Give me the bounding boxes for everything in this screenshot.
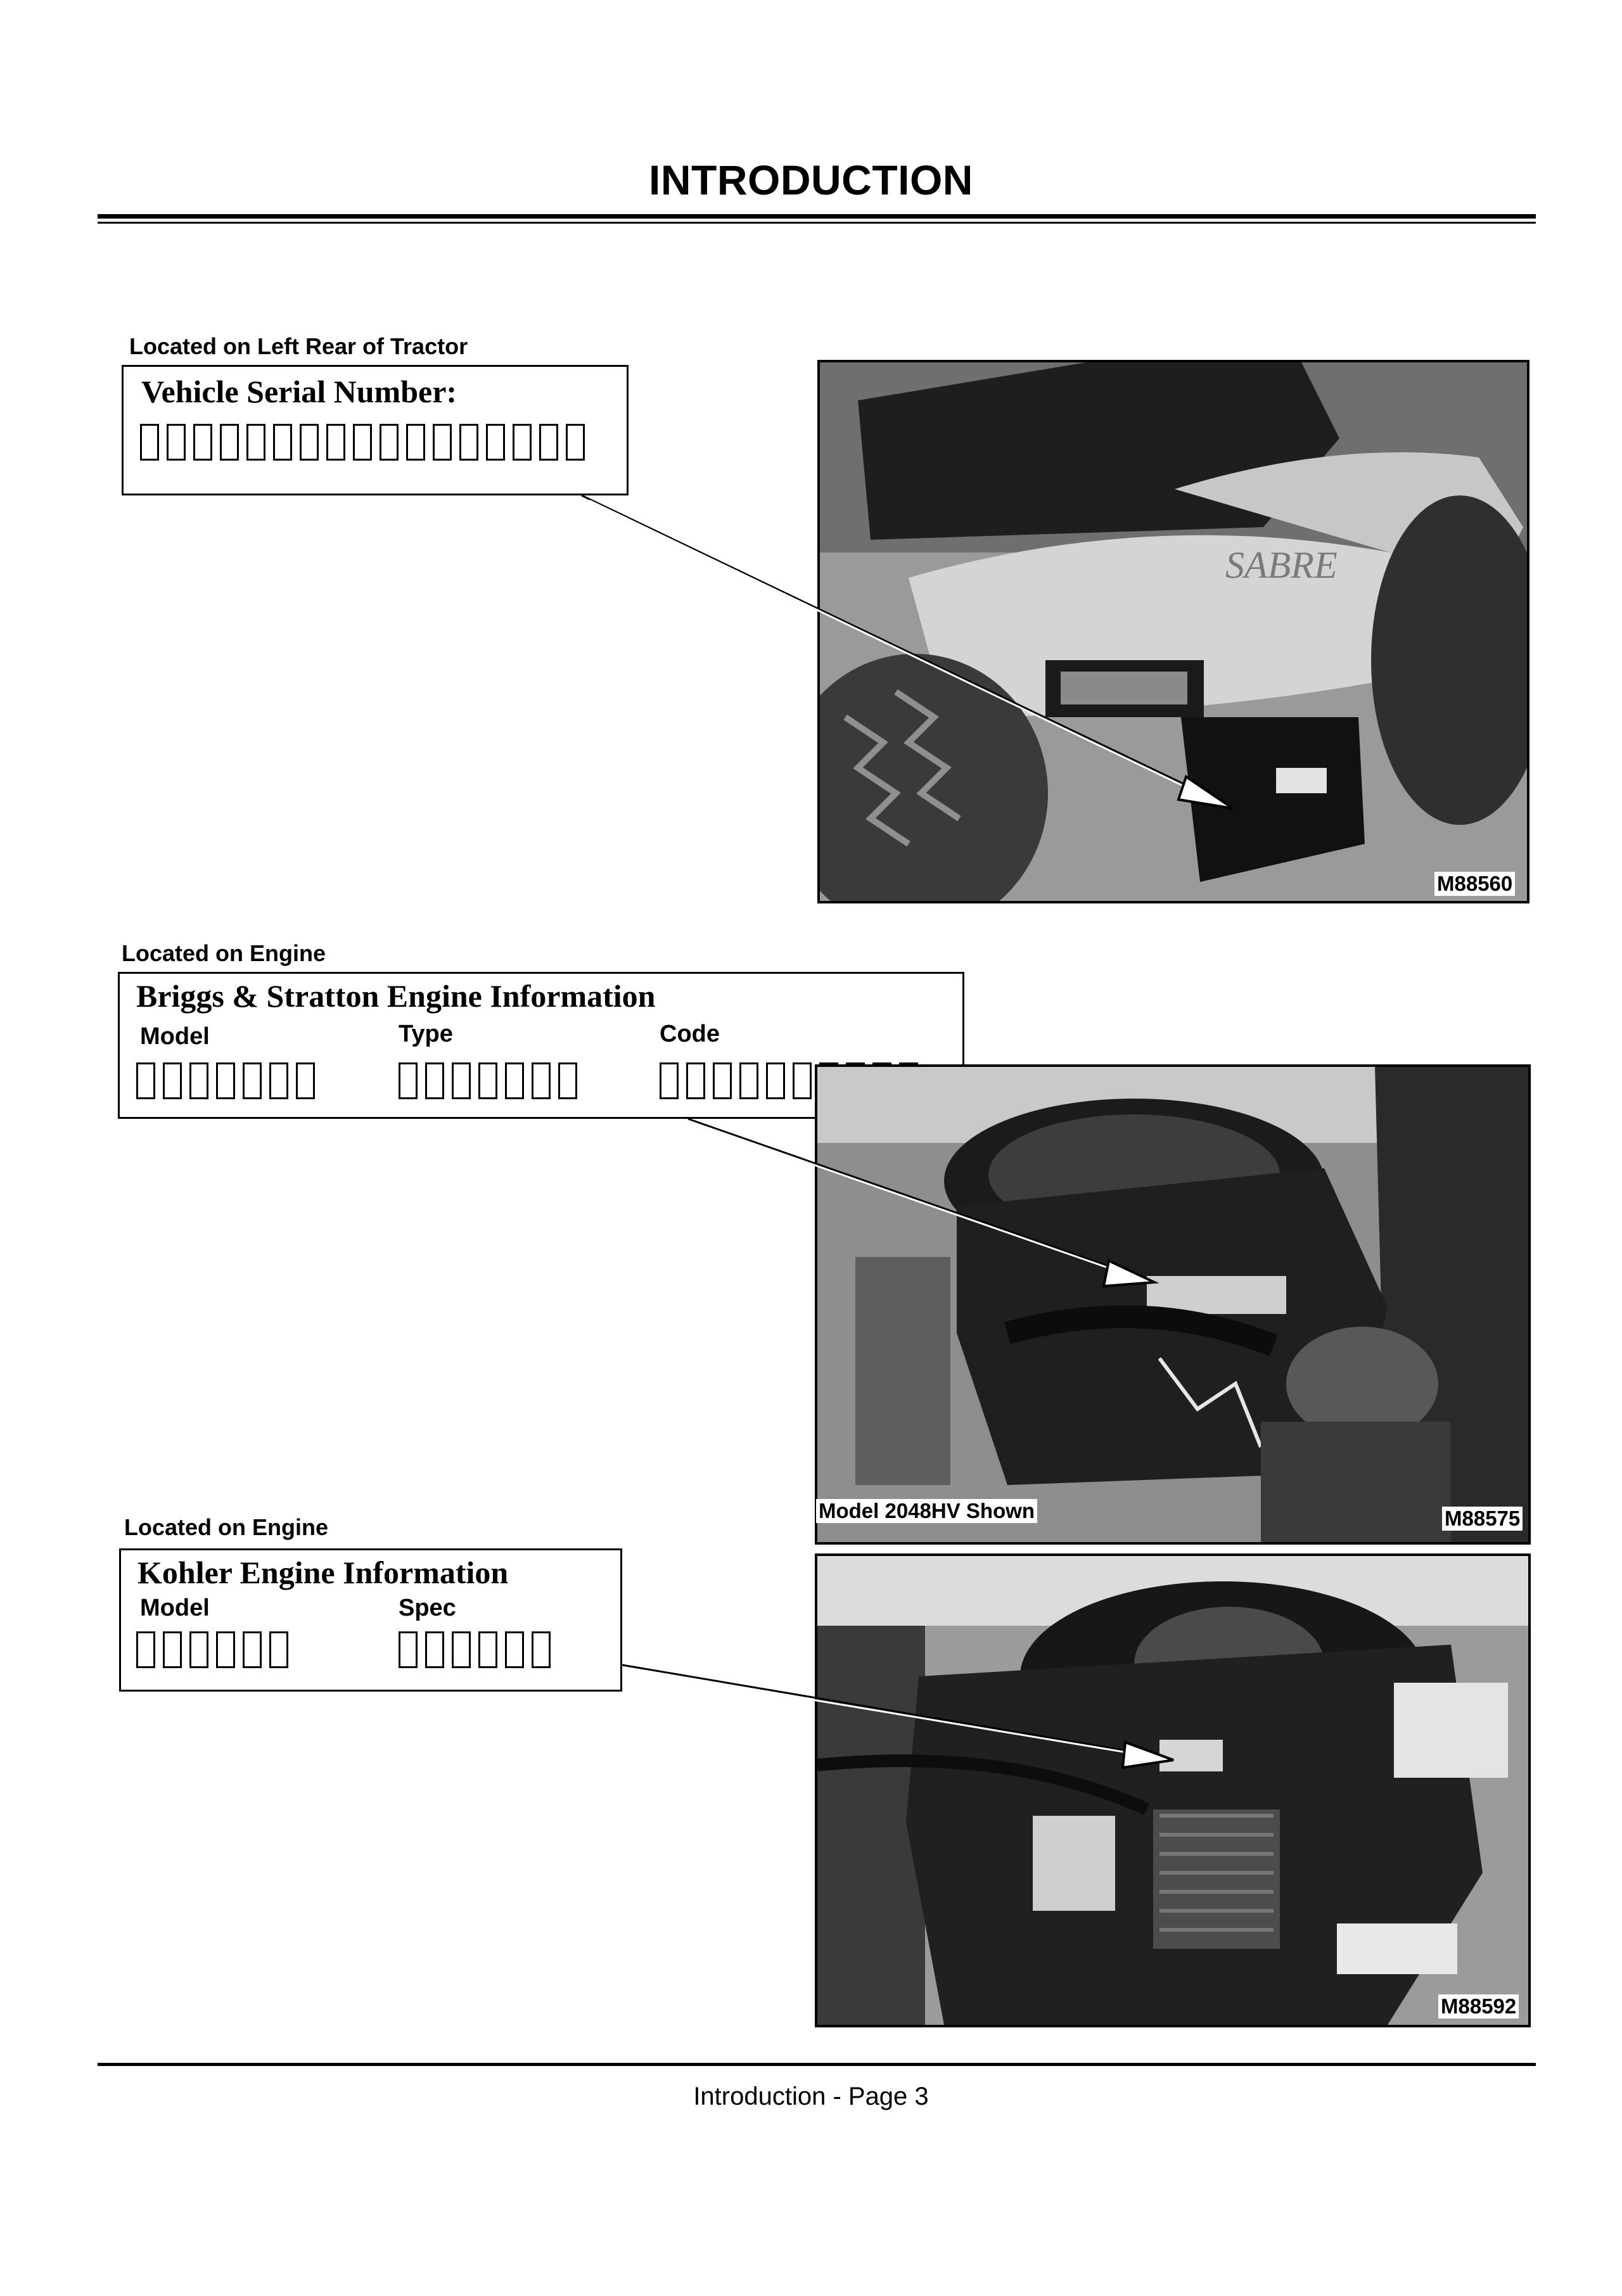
kohler-engine-info-title: Kohler Engine Information — [137, 1555, 509, 1590]
entry-cell — [558, 1062, 577, 1099]
entry-cell — [532, 1062, 551, 1099]
vehicle-figure-id: M88560 — [1434, 872, 1515, 896]
kohler-figure-id: M88592 — [1438, 1994, 1519, 2019]
entry-cell — [189, 1062, 208, 1099]
briggs-type-label: Type — [399, 1021, 453, 1047]
entry-cell — [273, 424, 292, 461]
vehicle-serial-box — [122, 365, 629, 495]
entry-cell — [513, 424, 532, 461]
entry-cell — [452, 1631, 471, 1668]
page-title: INTRODUCTION — [649, 156, 973, 203]
entry-cell — [326, 424, 345, 461]
briggs-engine-photo — [815, 1064, 1531, 1545]
entry-cell — [686, 1062, 705, 1099]
briggs-engine-info-title: Briggs & Stratton Engine Information — [136, 978, 656, 1014]
entry-cell — [269, 1062, 288, 1099]
kohler-engine-info-box — [119, 1548, 622, 1692]
entry-cell — [660, 1062, 679, 1099]
briggs-model-cells — [136, 1062, 322, 1099]
entry-cell — [300, 424, 319, 461]
entry-cell — [193, 424, 212, 461]
entry-cell — [136, 1631, 155, 1668]
entry-cell — [406, 424, 425, 461]
entry-cell — [425, 1062, 444, 1099]
entry-cell — [505, 1062, 524, 1099]
entry-cell — [739, 1062, 758, 1099]
entry-cell — [452, 1062, 471, 1099]
entry-cell — [532, 1631, 551, 1668]
entry-cell — [163, 1631, 182, 1668]
entry-cell — [167, 424, 186, 461]
entry-cell — [140, 424, 159, 461]
entry-cell — [505, 1631, 524, 1668]
kohler-location-caption: Located on Engine — [124, 1514, 329, 1540]
vehicle-serial-title: Vehicle Serial Number: — [141, 374, 457, 409]
header-rule-thick — [98, 214, 1536, 219]
entry-cell — [486, 424, 505, 461]
kohler-model-label: Model — [140, 1595, 210, 1621]
entry-cell — [425, 1631, 444, 1668]
entry-cell — [539, 424, 558, 461]
entry-cell — [163, 1062, 182, 1099]
entry-cell — [433, 424, 452, 461]
entry-cell — [136, 1062, 155, 1099]
briggs-model-label: Model — [140, 1023, 210, 1050]
entry-cell — [766, 1062, 785, 1099]
entry-cell — [269, 1631, 288, 1668]
svg-text:SABRE: SABRE — [1225, 544, 1338, 586]
entry-cell — [243, 1631, 262, 1668]
entry-cell — [216, 1631, 235, 1668]
entry-cell — [713, 1062, 732, 1099]
header-rule-thin — [98, 222, 1536, 224]
kohler-spec-label: Spec — [399, 1595, 456, 1621]
entry-cell — [243, 1062, 262, 1099]
entry-cell — [353, 424, 372, 461]
entry-cell — [220, 424, 239, 461]
entry-cell — [189, 1631, 208, 1668]
entry-cell — [296, 1062, 315, 1099]
entry-cell — [459, 424, 478, 461]
entry-cell — [380, 424, 399, 461]
entry-cell — [478, 1631, 497, 1668]
briggs-type-cells — [399, 1062, 585, 1099]
tractor-rear-photo — [817, 360, 1529, 903]
kohler-model-cells — [136, 1631, 296, 1668]
kohler-engine-photo — [815, 1553, 1531, 2027]
briggs-location-caption: Located on Engine — [122, 940, 326, 966]
vehicle-location-caption: Located on Left Rear of Tractor — [129, 333, 468, 359]
entry-cell — [399, 1631, 418, 1668]
entry-cell — [566, 424, 585, 461]
entry-cell — [246, 424, 265, 461]
footer-rule — [98, 2063, 1536, 2066]
entry-cell — [793, 1062, 812, 1099]
vehicle-serial-cells — [140, 424, 592, 461]
entry-cell — [216, 1062, 235, 1099]
briggs-figure-id: M88575 — [1442, 1507, 1523, 1531]
kohler-spec-cells — [399, 1631, 558, 1668]
entry-cell — [399, 1062, 418, 1099]
briggs-figure-note: Model 2048HV Shown — [816, 1499, 1037, 1523]
briggs-code-label: Code — [660, 1021, 720, 1047]
page-footer-label: Introduction - Page 3 — [693, 2082, 929, 2110]
entry-cell — [478, 1062, 497, 1099]
